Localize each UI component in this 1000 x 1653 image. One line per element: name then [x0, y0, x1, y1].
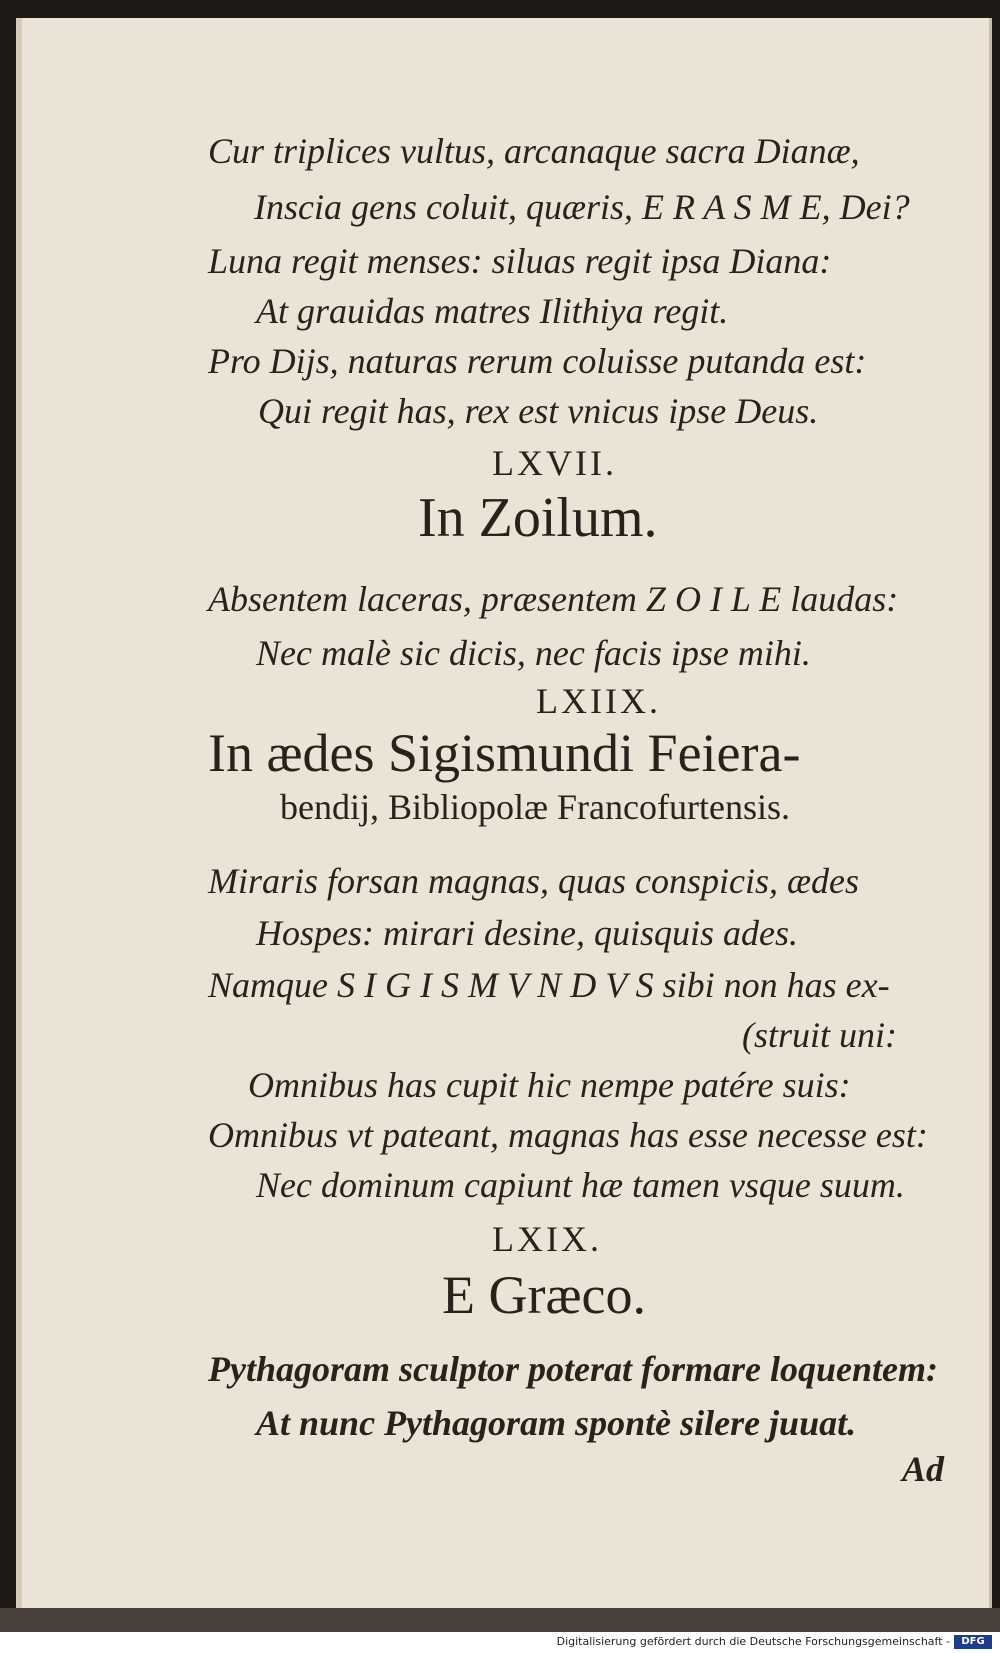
section-numeral: LXIIX. — [536, 681, 661, 721]
section-subtitle: bendij, Bibliopolæ Francofurtensis. — [280, 787, 790, 827]
poem-line: At grauidas matres Ilithiya regit. — [256, 291, 729, 331]
poem-line: Omnibus vt pateant, magnas has esse necesse est: — [208, 1115, 928, 1155]
poem-line: Absentem laceras, præsentem Z O I L E laudas: — [208, 579, 899, 619]
poem-line: Omnibus has cupit hic nempe patére suis: — [248, 1065, 851, 1105]
dfg-logo-icon: DFG — [954, 1635, 992, 1649]
poem-line: At nunc Pythagoram spontè silere juuat. — [256, 1403, 857, 1443]
poem-line: Pro Dijs, naturas rerum coluisse putanda est: — [208, 341, 867, 381]
poem-line: (struit uni: — [742, 1015, 898, 1055]
poem-line: Cur triplices vultus, arcanaque sacra Dianæ, — [208, 131, 860, 171]
poem-line: Namque S I G I S M V N D V S sibi non has ex- — [208, 965, 890, 1005]
funding-credit: Digitalisierung gefördert durch die Deutsche Forschungsgemeinschaft - — [556, 1635, 950, 1648]
footer — [0, 1632, 1000, 1653]
section-title: In Zoilum. — [418, 487, 658, 549]
poem-line: Miraris forsan magnas, quas conspicis, ædes — [208, 861, 860, 901]
poem-line: Hospes: mirari desine, quisquis ades. — [256, 913, 798, 953]
section-title: E Græco. — [442, 1265, 646, 1325]
poem-line: Nec malè sic dicis, nec facis ipse mihi. — [256, 633, 811, 673]
page-edge — [0, 1608, 1000, 1632]
section-title: In ædes Sigismundi Feiera- — [208, 723, 801, 783]
section-numeral: LXIX. — [492, 1219, 602, 1259]
poem-line: Pythagoram sculptor poterat formare loquentem: — [208, 1349, 939, 1389]
poem-line: Inscia gens coluit, quæris, E R A S M E, Dei? — [254, 187, 910, 227]
poem-line: Luna regit menses: siluas regit ipsa Diana: — [208, 241, 832, 281]
catchword: Ad — [902, 1449, 945, 1489]
section-numeral: LXVII. — [492, 443, 617, 483]
poem-line: Qui regit has, rex est vnicus ipse Deus. — [258, 391, 819, 431]
book-page — [16, 18, 992, 1608]
poem-line: Nec dominum capiunt hæ tamen vsque suum. — [256, 1165, 905, 1205]
